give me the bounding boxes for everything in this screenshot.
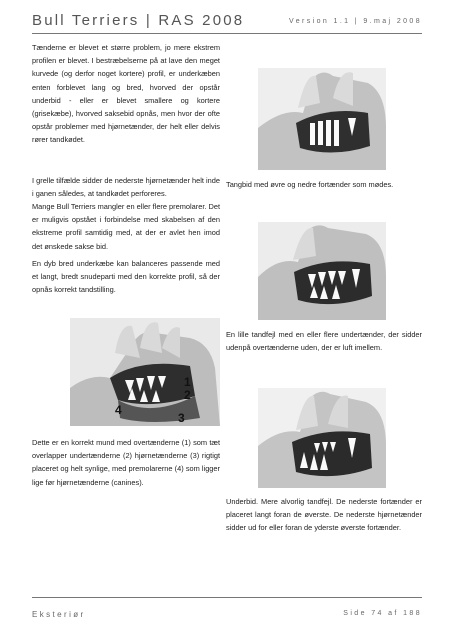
version-label: Version 1.1 | 9.maj 2008 [289,18,422,25]
header-divider [32,33,422,34]
caption-underbite: Underbid. Mere alvorlig tandfejl. De nederste fortænder er placeret langt foran de øverste. De nederste hjørnetænder sidder ud for eller foran de yderste øverste fortænder. [226,497,422,533]
footer-section: Eksteriør [32,610,86,619]
paragraph-severe-cases: I grelle tilfælde sidder de nederste hjørnetænder helt inde i ganen således, at tandkødet perforeres. [32,176,220,199]
paragraph-jaw-balance: En dyb bred underkæbe kan balanceres passende med et langt, bredt snudeparti med den korrekte profil, så der opnås korrekt tandstilling. [32,259,220,295]
figure-underbite [258,388,386,488]
footer-page-number: Side 74 af 188 [343,610,422,617]
caption-minor-fault: En lille tandfejl med en eller flere undertænder, der sidder udenpå overtænderne uden, der er luft imellem. [226,330,422,353]
document-title: Bull Terriers | RAS 2008 [32,12,245,29]
figure-label-4: 4 [115,403,122,417]
footer-divider [32,597,422,598]
figure-level-bite [258,68,386,170]
paragraph-teeth-problem: Tænderne er blevet et større problem, jo mere ekstrem profilen er blevet. I bestræbelserne på at lave den meget kurvede (og derfor noget kortere) profil, er underkæben enten forblevet lang og bred, hvorved der opstår underbid - eller er blevet smallere og kortere (grisekæbe), hvorved saksebid opnås, men hvor der ofte opstår problemer med hjørnetænder, der helt eller delvis rører tandkødet. [32,43,220,145]
paragraph-premolars: Mange Bull Terriers mangler en eller flere premolarer. Det er muligvis opstået i forbindelse med skabelsen af den ekstreme profil samtidig med, at der er avlet hen imod det ønskede sakse bid. [32,202,220,251]
caption-level-bite: Tangbid med øvre og nedre fortænder som mødes. [226,180,394,189]
figure-label-2: 2 [184,388,191,402]
paragraph-correct-bite: Dette er en korrekt mund med overtænderne (1) som tæt overlapper undertænderne (2) hjørnetænderne (3) rigtigt placeret og helt synlige, med premolarerne (4) som ligger lige før hjørnetænderne (canines). [32,438,220,487]
figure-correct-bite [70,318,220,426]
figure-label-1: 1 [184,375,191,389]
page-header [32,12,422,34]
figure-label-3: 3 [178,411,185,425]
figure-minor-fault [258,222,386,320]
